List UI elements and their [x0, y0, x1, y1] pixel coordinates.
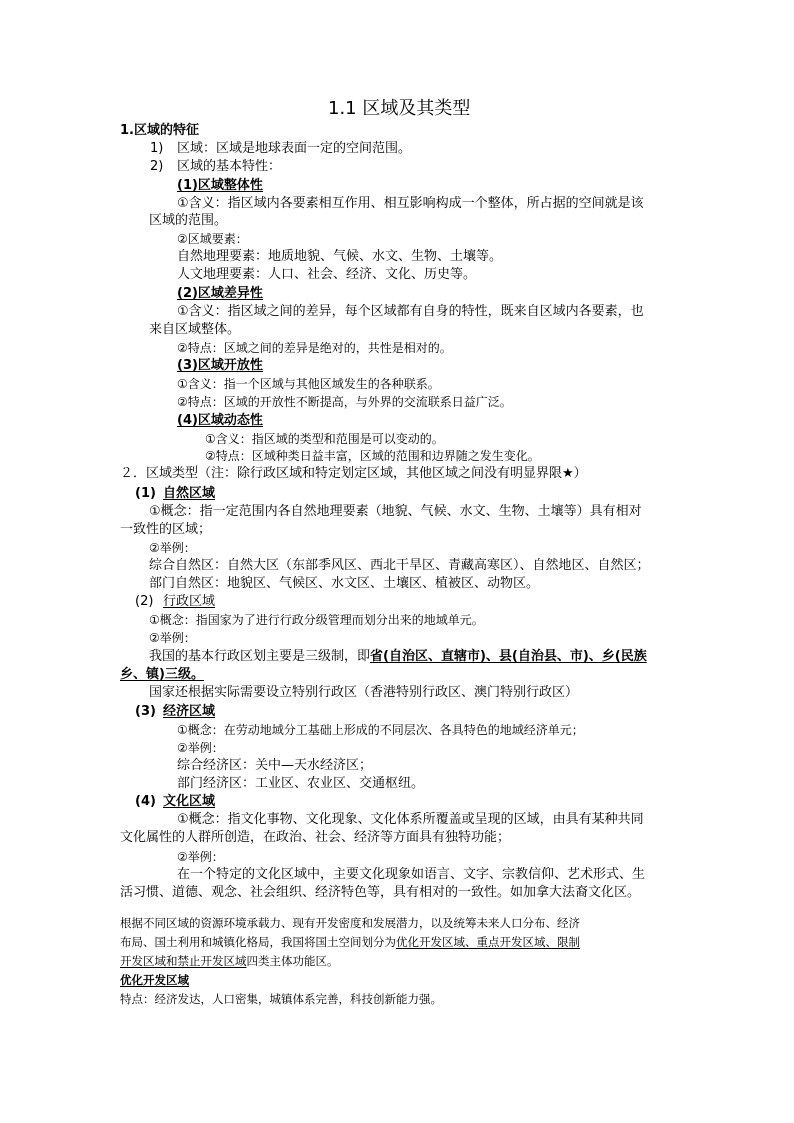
paragraph-line: ②举例：	[149, 541, 196, 555]
paragraph-line: ②特点：区域之间的差异是绝对的，共性是相对的。	[177, 341, 452, 355]
paragraph-line: ①概念：在劳动地域分工基础上形成的不同层次、各具特色的地域经济单元；	[177, 723, 584, 737]
paragraph-line: ②举例：	[177, 741, 224, 755]
paragraph-line: ①概念：指国家为了进行行政分级管理而划分出来的地域单元。	[149, 613, 484, 627]
subheading-dynamics: (4)区域动态性	[177, 413, 263, 428]
paragraph-line	[149, 648, 647, 666]
list-item-number: 1)	[150, 141, 164, 156]
paragraph-line: ①含义：指区域的类型和范围是可以变动的。	[205, 432, 444, 446]
list-item-number: 2)	[150, 159, 164, 174]
paragraph-line: 根据不同区域的资源环境承载力、现有开发密度和发展潜力，以及统筹未来人口分布、经济	[120, 916, 580, 930]
paragraph-line: 国家还根据实际需要设立特别行政区（香港特别行政区、澳门特别行政区）	[149, 685, 579, 700]
section-1-heading: 1.区域的特征	[120, 123, 199, 138]
type-administrative-region: 行政区域	[163, 594, 216, 609]
list-item-number: (1)	[135, 486, 156, 501]
paragraph-line: ②区域要素：	[177, 232, 248, 246]
paragraph-line	[120, 933, 580, 951]
subheading-integrity: (1)区域整体性	[177, 178, 263, 193]
paragraph-line: ②举例：	[149, 631, 196, 645]
paragraph-line: 人文地理要素：人口、社会、经济、文化、历史等。	[177, 267, 477, 282]
paragraph-line: 来自区域整体。	[149, 322, 241, 337]
paragraph-line: 综合经济区：关中—天水经济区；	[177, 758, 373, 773]
zones-outro: 四类主体功能区。	[246, 954, 339, 968]
paragraph-line: 区域的范围。	[149, 213, 228, 228]
paragraph-line: 文化属性的人群所创造，在政治、社会、经济等方面具有独特功能；	[120, 830, 511, 845]
paragraph-line: ②特点：区域种类日益丰富，区域的范围和边界随之发生变化。	[205, 449, 540, 463]
paragraph-line: 部门自然区：地貌区、气候区、水文区、土壤区、植被区、动物区。	[149, 576, 540, 591]
admin-levels-emphasis: 省(自治区、直辖市)、县(自治县、市)、乡(民族	[370, 649, 647, 664]
paragraph-line: 在一个特定的文化区域中，主要文化现象如语言、文字、宗教信仰、艺术形式、生	[177, 867, 646, 882]
page-title: 1.1 区域及其类型	[328, 98, 471, 119]
subheading-difference: (2)区域差异性	[177, 286, 263, 301]
subheading-openness: (3)区域开放性	[177, 358, 263, 373]
zones-emphasis: 开发区域和禁止开发区域	[120, 954, 247, 968]
paragraph-line: ①含义：指区域之间的差异，每个区域都有自身的特性，既来自区域内各要素，也	[177, 304, 644, 319]
paragraph-line: 部门经济区：工业区、农业区、交通枢纽。	[177, 776, 425, 791]
paragraph-line: 综合自然区：自然大区（东部季风区、西北干旱区、青藏高寒区）、自然地区、自然区；	[149, 558, 650, 573]
admin-levels-emphasis: 乡、镇)三级。	[120, 667, 204, 682]
type-economic-region: 经济区域	[163, 704, 216, 719]
type-cultural-region: 文化区域	[163, 794, 216, 809]
region-definition: 区域：区域是地球表面一定的空间范围。	[177, 141, 412, 156]
paragraph-line: 特点：经济发达，人口密集，城镇体系完善，科技创新能力强。	[120, 992, 442, 1006]
paragraph-line: 活习惯、道德、观念、社会组织、经济特色等，具有相对的一致性。如加拿大法裔文化区。	[120, 885, 641, 900]
paragraph-line: 自然地理要素：地质地貌、气候、水文、生物、土壤等。	[177, 249, 503, 264]
admin-levels-intro: 我国的基本行政区划主要是三级制，即	[149, 649, 371, 664]
paragraph-line: ①含义：指区域内各要素相互作用、相互影响构成一个整体，所占据的空间就是该	[177, 196, 644, 211]
paragraph-line: ②举例：	[177, 850, 224, 864]
section-2-heading: ２．区域类型（注：除行政区域和特定划定区域，其他区域之间没有明显界限★）	[120, 466, 587, 481]
list-item-number: (2)	[135, 594, 154, 609]
list-item-number: (4)	[135, 794, 156, 809]
paragraph-line: ②特点：区域的开放性不断提高，与外界的交流联系日益广泛。	[177, 395, 512, 409]
zones-emphasis: 优化开发区域、重点开发区域、限制	[396, 935, 580, 949]
paragraph-line: ①概念：指一定范围内各自然地理要素（地貌、气候、水文、生物、土壤等）具有相对	[149, 504, 642, 519]
paragraph-line	[120, 952, 339, 970]
zones-intro: 布局、国土利用和城镇化格局，我国将国土空间划分为	[120, 935, 396, 949]
paragraph-line: ①含义：指一个区域与其他区域发生的各种联系。	[177, 377, 440, 391]
type-natural-region: 自然区域	[163, 486, 216, 501]
list-item-number: (3)	[135, 704, 156, 719]
paragraph-line: ①概念：指文化事物、文化现象、文化体系所覆盖或呈现的区域，由具有某种共同	[177, 812, 644, 827]
optimized-zone-heading: 优化开发区域	[120, 973, 189, 987]
paragraph-line: 一致性的区域；	[120, 522, 212, 537]
basic-characteristics-heading: 区域的基本特性：	[177, 159, 282, 174]
